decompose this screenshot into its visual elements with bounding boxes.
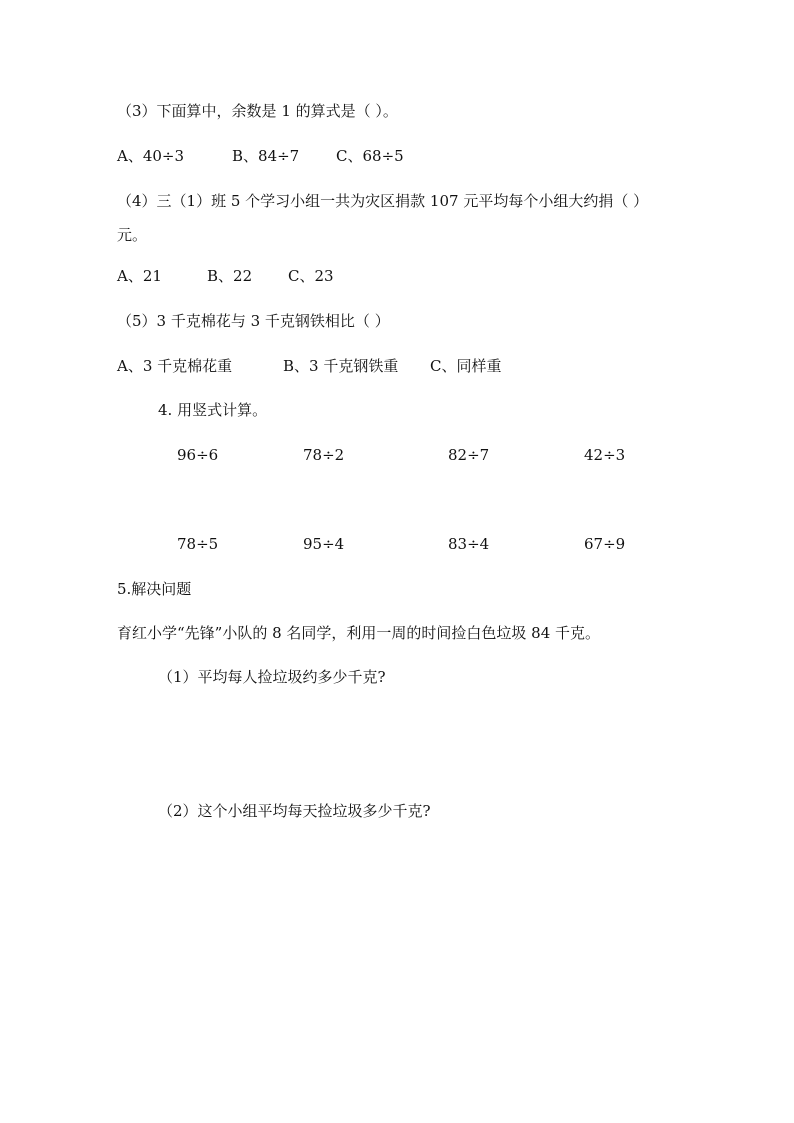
question-5-option-c: C、同样重	[430, 357, 502, 375]
question-4-option-c: C、23	[288, 267, 334, 285]
question-5-text: （5）3 千克棉花与 3 千克钢铁相比（ ）	[117, 312, 390, 330]
section-5-sub-question-2: （2）这个小组平均每天捡垃圾多少千克?	[158, 802, 431, 820]
calc-item: 95÷4	[303, 535, 345, 553]
question-3-option-a: A、40÷3	[117, 147, 185, 165]
section-5-intro: 育红小学“先锋”小队的 8 名同学，利用一周的时间捡白色垃圾 84 千克。	[117, 624, 601, 642]
calc-item: 78÷5	[177, 535, 219, 553]
calc-item: 83÷4	[448, 535, 490, 553]
section-5-sub-question-1: （1）平均每人捡垃圾约多少千克?	[158, 668, 386, 686]
question-5-option-a: A、3 千克棉花重	[117, 357, 233, 375]
question-4-text-line2: 元。	[117, 226, 148, 244]
calc-item: 42÷3	[584, 446, 626, 464]
question-5-option-b: B、3 千克钢铁重	[283, 357, 399, 375]
question-4-text-line1: （4）三（1）班 5 个学习小组一共为灾区捐款 107 元平均每个小组大约捐（ ）	[117, 192, 649, 210]
section-5-title: 5.解决问题	[117, 580, 192, 598]
section-4-title: 4. 用竖式计算。	[158, 401, 268, 419]
calc-item: 82÷7	[448, 446, 490, 464]
question-3-option-b: B、84÷7	[232, 147, 300, 165]
question-4-option-a: A、21	[117, 267, 162, 285]
question-3-text: （3）下面算中，余数是 1 的算式是（ ）。	[117, 102, 398, 120]
calc-item: 96÷6	[177, 446, 219, 464]
calc-item: 78÷2	[303, 446, 345, 464]
question-3-option-c: C、68÷5	[336, 147, 404, 165]
calc-item: 67÷9	[584, 535, 626, 553]
question-4-option-b: B、22	[207, 267, 253, 285]
